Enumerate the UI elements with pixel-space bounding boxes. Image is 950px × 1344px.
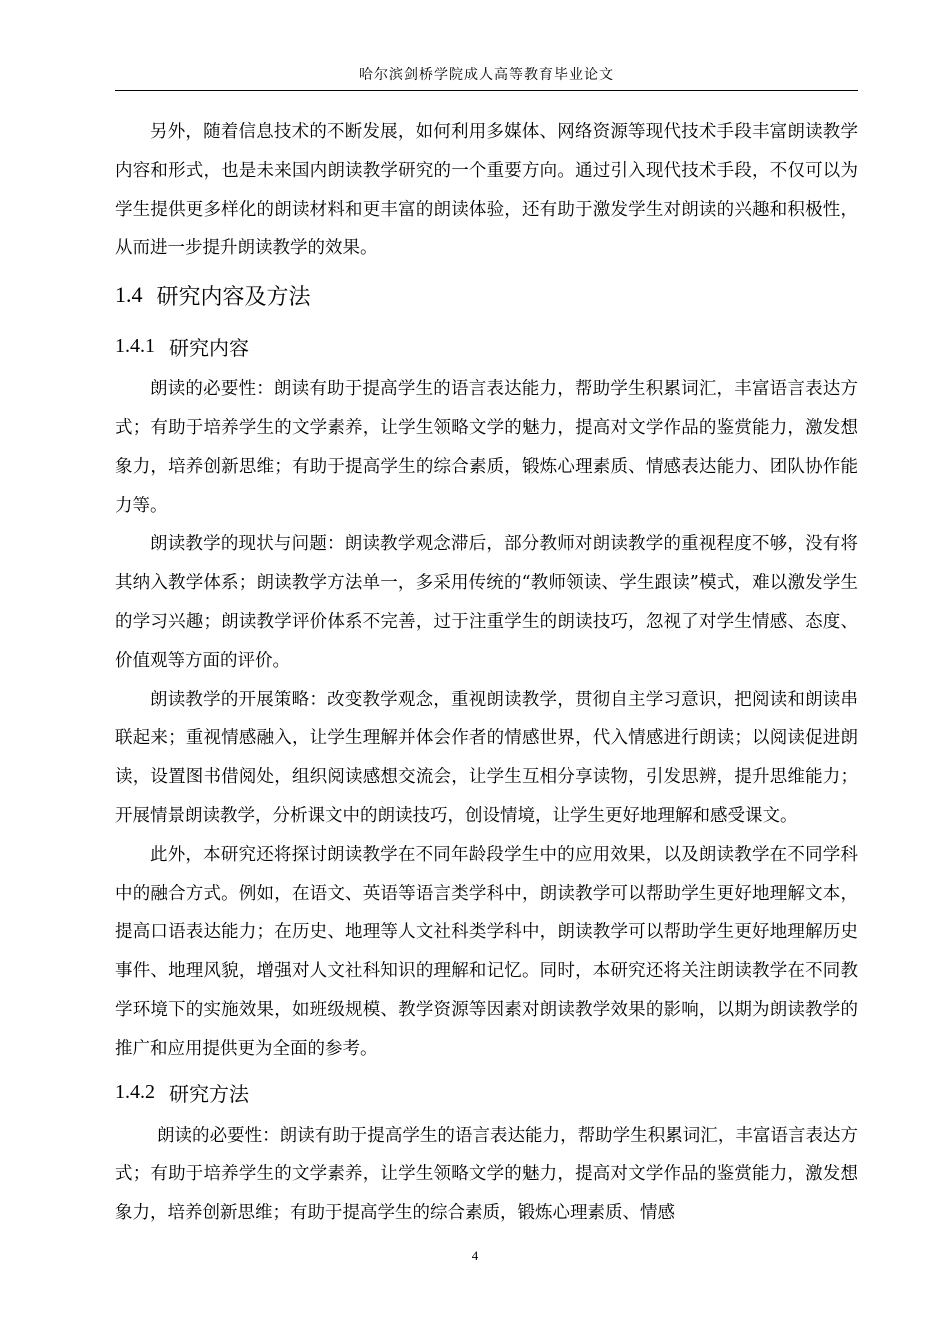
content-paragraph-status: 朗读教学的现状与问题：朗读教学观念滞后，部分教师对朗读教学的重视程度不够，没有将其纳入教学体系；朗读教学方法单一，多采用传统的“教师领读、学生跟读”模式，难以激发学生的学习兴趣；朗读教学评价体系不完善，过于注重学生的朗读技巧，忽视了对学生情感、态度、价值观等方面的评价。 xyxy=(115,534,858,671)
subsection-number: 1.4.1 xyxy=(115,334,155,357)
page-number: 4 xyxy=(471,1248,479,1263)
subsection-number: 1.4.2 xyxy=(115,1081,155,1104)
subsection-heading-1-4-1 xyxy=(115,322,858,370)
intro-paragraph: 另外，随着信息技术的不断发展，如何利用多媒体、网络资源等现代技术手段丰富朗读教学内容和形式，也是未来国内朗读教学研究的一个重要方向。通过引入现代技术手段，不仅可以为学生提供更多样化的朗读材料和更丰富的朗读体验，还有助于激发学生对朗读的兴趣和积极性，从而进一步提升朗读教学的效果。 xyxy=(115,122,858,259)
page-header xyxy=(115,62,858,91)
section-title: 研究内容及方法 xyxy=(156,284,311,310)
page-body xyxy=(115,113,858,1233)
section-number: 1.4 xyxy=(115,282,143,308)
header-title: 哈尔滨剑桥学院成人高等教育毕业论文 xyxy=(359,67,614,83)
subsection-title: 研究内容 xyxy=(169,335,249,360)
section-heading-1-4 xyxy=(115,268,858,322)
content-paragraph-strategy: 朗读教学的开展策略：改变教学观念，重视朗读教学，贯彻自主学习意识，把阅读和朗读串联起来；重视情感融入，让学生理解并体会作者的情感世界，代入情感进行朗读；以阅读促进朗读，设置图书借阅处，组织阅读感想交流会，让学生互相分享读物，引发思辨，提升思维能力；开展情景朗读教学，分析课文中的朗读技巧，创设情境，让学生更好地理解和感受课文。 xyxy=(115,689,858,826)
subsection-heading-1-4-2 xyxy=(115,1069,858,1117)
subsection-title: 研究方法 xyxy=(169,1082,249,1107)
content-paragraph-necessity: 朗读的必要性：朗读有助于提高学生的语言表达能力，帮助学生积累词汇，丰富语言表达方式；有助于培养学生的文学素养，让学生领略文学的魅力，提高对文学作品的鉴赏能力，激发想象力，培养创新思维；有助于提高学生的综合素质，锻炼心理素质、情感表达能力、团队协作能力等。 xyxy=(115,379,858,516)
method-paragraph: 朗读的必要性：朗读有助于提高学生的语言表达能力，帮助学生积累词汇，丰富语言表达方式；有助于培养学生的文学素养，让学生领略文学的魅力，提高对文学作品的鉴赏能力，激发想象力，培养创新思维；有助于提高学生的综合素质，锻炼心理素质、情感 xyxy=(115,1125,858,1224)
content-paragraph-extension: 此外，本研究还将探讨朗读教学在不同年龄段学生中的应用效果，以及朗读教学在不同学科中的融合方式。例如，在语文、英语等语言类学科中，朗读教学可以帮助学生更好地理解文本，提高口语表达能力；在历史、地理等人文社科类学科中，朗读教学可以帮助学生更好地理解历史事件、地理风貌，增强对人文社科知识的理解和记忆。同时，本研究还将关注朗读教学在不同教学环境下的实施效果，如班级规模、教学资源等因素对朗读教学效果的影响，以期为朗读教学的推广和应用提供更为全面的参考。 xyxy=(115,844,858,1059)
